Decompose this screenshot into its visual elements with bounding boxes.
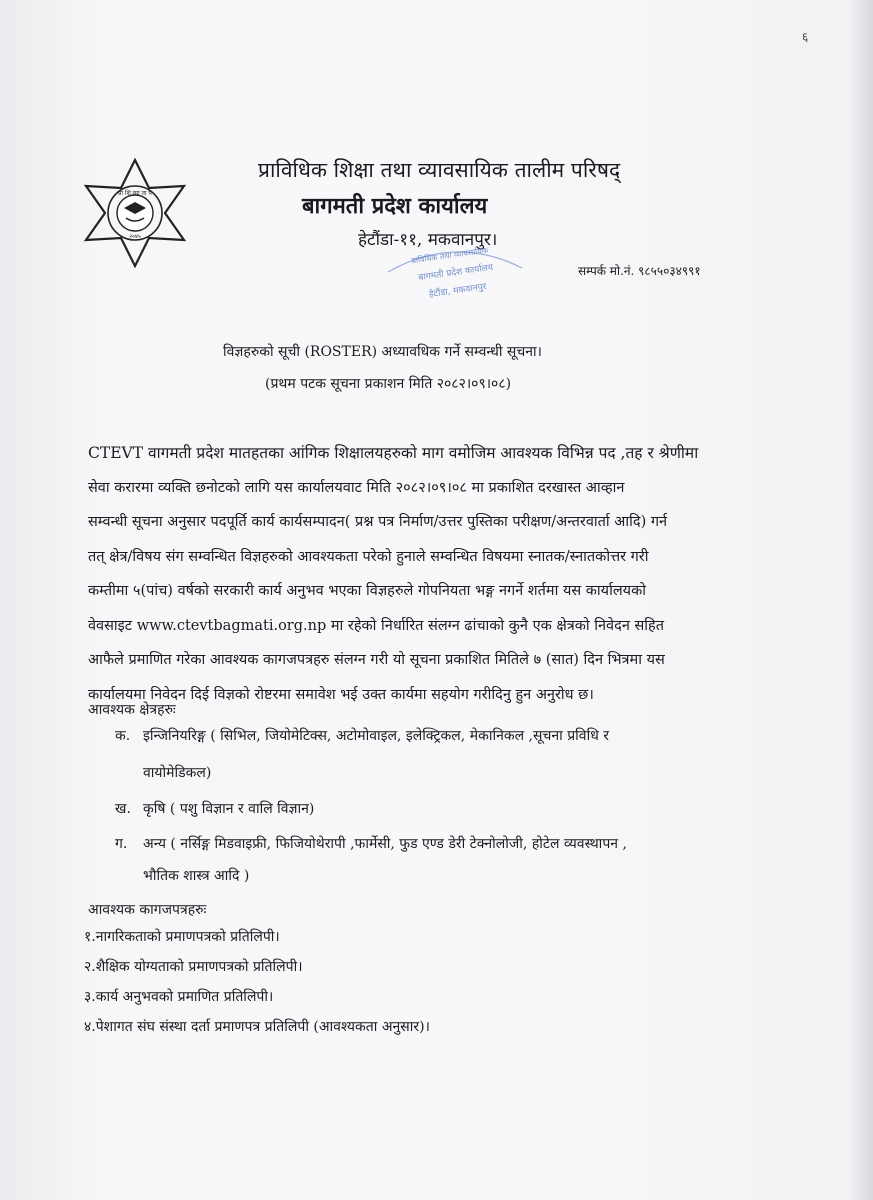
page-edge-shadow (849, 0, 873, 1200)
document-item: १.नागरिकताको प्रमाणपत्रको प्रतिलिपी। (84, 929, 280, 945)
logo-text-bottom: २०४५ (129, 234, 141, 240)
fields-label: आवश्यक क्षेत्रहरुः (88, 702, 176, 718)
notice-body (88, 438, 788, 714)
notice-subtitle: (प्रथम पटक सूचना प्रकाशन मिति २०८२।०९।०८) (265, 376, 512, 392)
body-line: वेवसाइट www.ctevtbagmati.org.np मा रहेको निर्धारित संलग्न ढांचाको कुनै एक क्षेत्रको निवेदन सहित (88, 617, 664, 634)
contact-number: सम्पर्क मो.नं. ९८५५०३४९९१ (578, 264, 701, 278)
body-line: सम्वन्धी सूचना अनुसार पदपूर्ति कार्य कार्यसम्पादन( प्रश्न पत्र निर्माण/उत्तर पुस्तिका परीक्षण/अन्तरवार्ता आदि) गर्न (88, 514, 668, 530)
documents-label: आवश्यक कागजपत्रहरुः (88, 902, 207, 918)
field-item-line: वायोमेडिकल) (143, 765, 212, 781)
field-item-line: इन्जिनियरिङ्ग ( सिभिल, जियोमेटिक्स, अटोमोवाइल, इलेक्ट्रिकल, मेकानिकल ,सूचना प्रविधि र (143, 728, 609, 744)
stamp-line-2: बागमती प्रदेश कार्यालय (417, 262, 494, 284)
field-item-line: अन्य ( नर्सिङ्ग मिडवाइफ्री, फिजियोथेरापी ,फार्मेसी, फुड एण्ड डेरी टेक्नोलोजी, होटेल व्यवस्थापन , (143, 836, 627, 852)
ctevt-logo-icon (76, 158, 194, 268)
office-name: बागमती प्रदेश कार्यालय (302, 193, 488, 219)
field-item-line: भौतिक शास्त्र आदि ) (143, 868, 250, 884)
stamp-line-3: हेटौंडा, मकवानपुर (428, 282, 488, 301)
field-marker: ग. (115, 836, 128, 852)
office-stamp (380, 232, 530, 310)
body-line: सेवा करारमा व्यक्ति छनोटको लागि यस कार्यालयवाट मिति २०८२।०९।०८ मा प्रकाशित दरखास्त आव्हान (88, 479, 625, 496)
document-item: २.शैक्षिक योग्यताको प्रमाणपत्रको प्रतिलिपी। (84, 959, 303, 975)
document-item: ४.पेशागत संघ संस्था दर्ता प्रमाणपत्र प्रतिलिपी (आवश्यकता अनुसार)। (84, 1019, 430, 1035)
field-marker: ख. (115, 801, 131, 817)
logo-text-top: प्रा शि व्या ता प (118, 190, 152, 197)
notice-title: विज्ञहरुको सूची (ROSTER) अध्यावधिक गर्ने सम्वन्धी सूचना। (223, 344, 542, 360)
field-marker: क. (115, 728, 131, 744)
body-line: तत् क्षेत्र/विषय संग सम्वन्धित विज्ञहरुको आवश्यकता परेको हुनाले सम्वन्धित विषयमा स्नातक/स्नातकोत्तर गरी (88, 548, 649, 565)
stamp-line-1: प्राविधिक तथा व्यावसायिक (410, 245, 489, 266)
council-name: प्राविधिक शिक्षा तथा व्यावसायिक तालीम परिषद् (258, 158, 621, 182)
body-line: CTEVT वागमती प्रदेश मातहतका आंगिक शिक्षालयहरुको माग वमोजिम आवश्यक विभिन्न पद ,तह र श्रेणीमा (88, 444, 699, 462)
page-mark: ६ (802, 30, 809, 44)
body-line: कार्यालयमा निवेदन दिई विज्ञको रोष्टरमा समावेश भई उक्त कार्यमा सहयोग गरीदिनु हुन अनुरोध छ। (88, 686, 594, 703)
field-item-line: कृषि ( पशु विज्ञान र वालि विज्ञान) (143, 801, 315, 817)
body-line: आफैले प्रमाणित गरेका आवश्यक कागजपत्रहरु संलग्न गरी यो सूचना प्रकाशित मितिले ७ (सात) दिन भित्रमा यस (88, 652, 665, 668)
body-line: कम्तीमा ५(पांच) वर्षको सरकारी कार्य अनुभव भएका विज्ञहरुले गोपनियता भङ्ग नगर्ने शर्तमा यस कार्यालयको (88, 583, 646, 599)
document-item: ३.कार्य अनुभवको प्रमाणित प्रतिलिपी। (84, 989, 274, 1005)
office-address: हेटौंडा-११, मकवानपुर। (358, 230, 498, 250)
